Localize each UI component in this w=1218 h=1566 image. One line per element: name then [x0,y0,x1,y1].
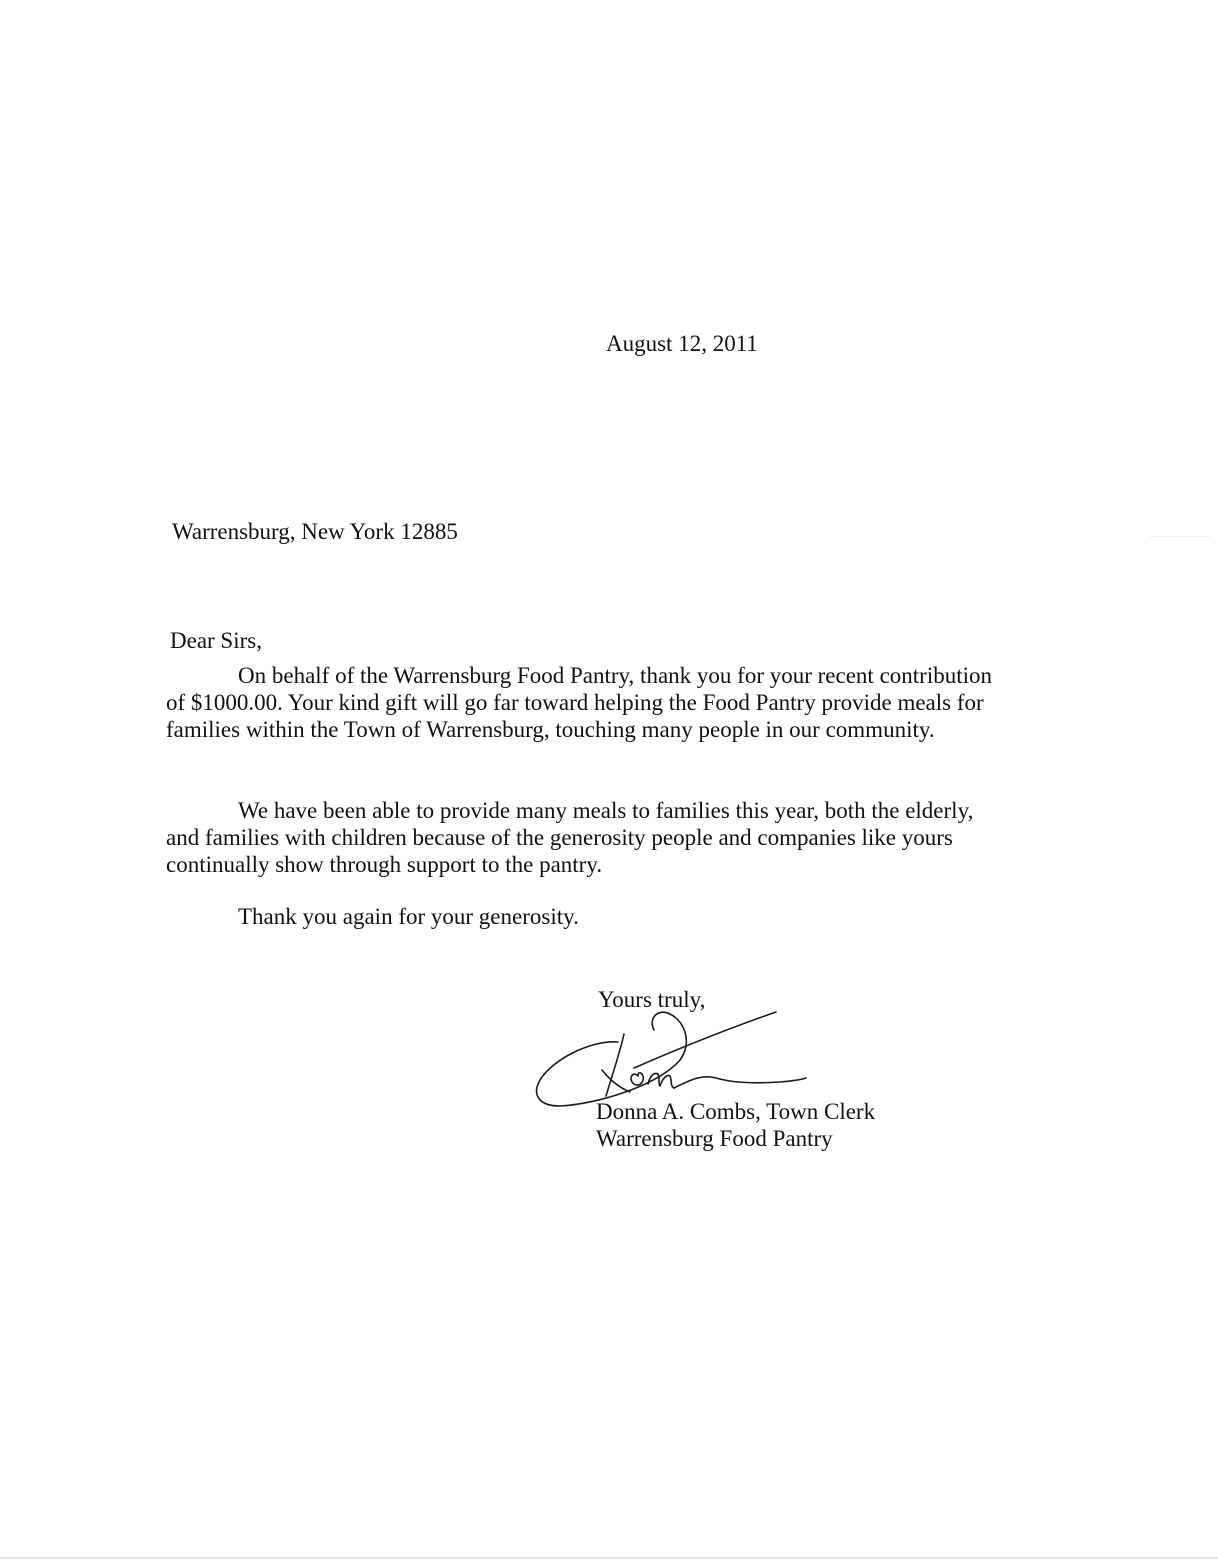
paragraph-line: and families with children because of the generosity people and companies like yours [166,825,953,850]
recipient-address: Warrensburg, New York 12885 [172,519,458,544]
body-paragraph-1 [166,662,1034,743]
paragraph-line: On behalf of the Warrensburg Food Pantry, thank you for your recent contribution [238,663,992,688]
signer-organization: Warrensburg Food Pantry [596,1126,833,1151]
valediction: Yours truly, [598,987,706,1012]
letter-date: August 12, 2011 [606,331,758,356]
paragraph-line: of $1000.00. Your kind gift will go far toward helping the Food Pantry provide meals for [166,690,984,715]
scan-edge-line [0,1557,1218,1559]
salutation: Dear Sirs, [170,628,262,653]
paragraph-line: continually show through support to the pantry. [166,852,603,877]
paragraph-line: We have been able to provide many meals to families this year, both the elderly, [238,798,974,823]
signer-name: Donna A. Combs, Town Clerk [596,1099,876,1124]
paragraph-line: families within the Town of Warrensburg, touching many people in our community. [166,717,935,742]
closing-sentence: Thank you again for your generosity. [238,904,579,929]
body-paragraph-2 [166,797,1034,878]
scan-artifact [1150,536,1210,537]
